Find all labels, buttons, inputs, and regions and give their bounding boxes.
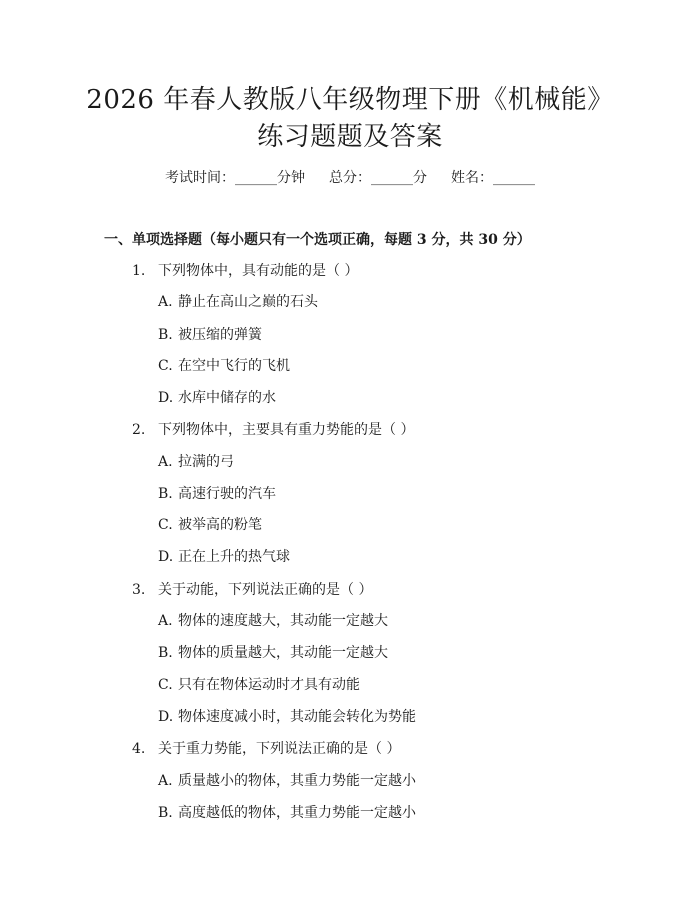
option-label: D. [158, 709, 174, 725]
question-2-option-a [158, 453, 234, 471]
question-3-option-c [158, 676, 360, 694]
question-3-option-d [158, 708, 416, 726]
question-4-option-a [158, 772, 416, 790]
question-2-option-d [158, 548, 290, 566]
question-1-option-d [158, 389, 276, 407]
option-text: 被压缩的弹簧 [178, 327, 262, 343]
question-1-option-c [158, 357, 290, 375]
option-text: 只有在物体运动时才具有动能 [178, 677, 360, 693]
question-4 [132, 740, 400, 758]
student-name: 姓名：______ [451, 170, 535, 186]
option-text: 静止在高山之巅的石头 [178, 294, 318, 310]
document-title-line2: 练习题题及答案 [257, 122, 443, 152]
question-2-option-b [158, 485, 276, 503]
option-label: A. [158, 454, 173, 470]
question-1-option-b [158, 326, 262, 344]
question-1-option-a [158, 293, 318, 311]
option-label: C. [158, 677, 173, 693]
option-text: 物体的质量越大，其动能一定越大 [178, 645, 388, 661]
question-2-option-c [158, 516, 262, 534]
option-label: D. [158, 390, 174, 406]
option-label: B. [158, 805, 173, 821]
option-label: B. [158, 486, 173, 502]
exam-meta [0, 169, 700, 187]
exam-time: 考试时间：______分钟 [165, 170, 305, 186]
option-label: C. [158, 517, 173, 533]
option-text: 物体的速度越大，其动能一定越大 [178, 613, 388, 629]
option-text: 正在上升的热气球 [178, 549, 290, 565]
question-4-option-b [158, 804, 416, 822]
option-text: 在空中飞行的飞机 [178, 358, 290, 374]
question-number: 3. [132, 582, 146, 598]
question-text: 关于动能，下列说法正确的是（ ） [158, 582, 373, 598]
question-number: 1. [132, 263, 146, 279]
question-text: 下列物体中，具有动能的是（ ） [158, 263, 359, 279]
total-score: 总分：______分 [329, 170, 427, 186]
option-text: 质量越小的物体，其重力势能一定越小 [178, 773, 416, 789]
question-2 [132, 421, 414, 439]
question-3-option-a [158, 612, 388, 630]
question-number: 4. [132, 741, 146, 757]
option-text: 高度越低的物体，其重力势能一定越小 [178, 805, 416, 821]
section-heading: 一、单项选择题（每小题只有一个选项正确，每题 3 分，共 30 分） [104, 232, 531, 248]
question-3-option-b [158, 644, 388, 662]
document-title-line1: 2026 年春人教版八年级物理下册《机械能》 [86, 85, 614, 115]
option-text: 被举高的粉笔 [178, 517, 262, 533]
option-text: 水库中储存的水 [178, 390, 276, 406]
question-3 [132, 581, 372, 599]
question-text: 关于重力势能，下列说法正确的是（ ） [158, 741, 401, 757]
option-label: A. [158, 294, 173, 310]
option-text: 物体速度减小时，其动能会转化为势能 [178, 709, 416, 725]
option-label: B. [158, 645, 173, 661]
question-number: 2. [132, 422, 146, 438]
option-text: 高速行驶的汽车 [178, 486, 276, 502]
option-label: A. [158, 613, 173, 629]
option-label: C. [158, 358, 173, 374]
option-label: B. [158, 327, 173, 343]
question-text: 下列物体中，主要具有重力势能的是（ ） [158, 422, 415, 438]
option-label: A. [158, 773, 173, 789]
question-1 [132, 262, 358, 280]
option-text: 拉满的弓 [178, 454, 234, 470]
option-label: D. [158, 549, 174, 565]
